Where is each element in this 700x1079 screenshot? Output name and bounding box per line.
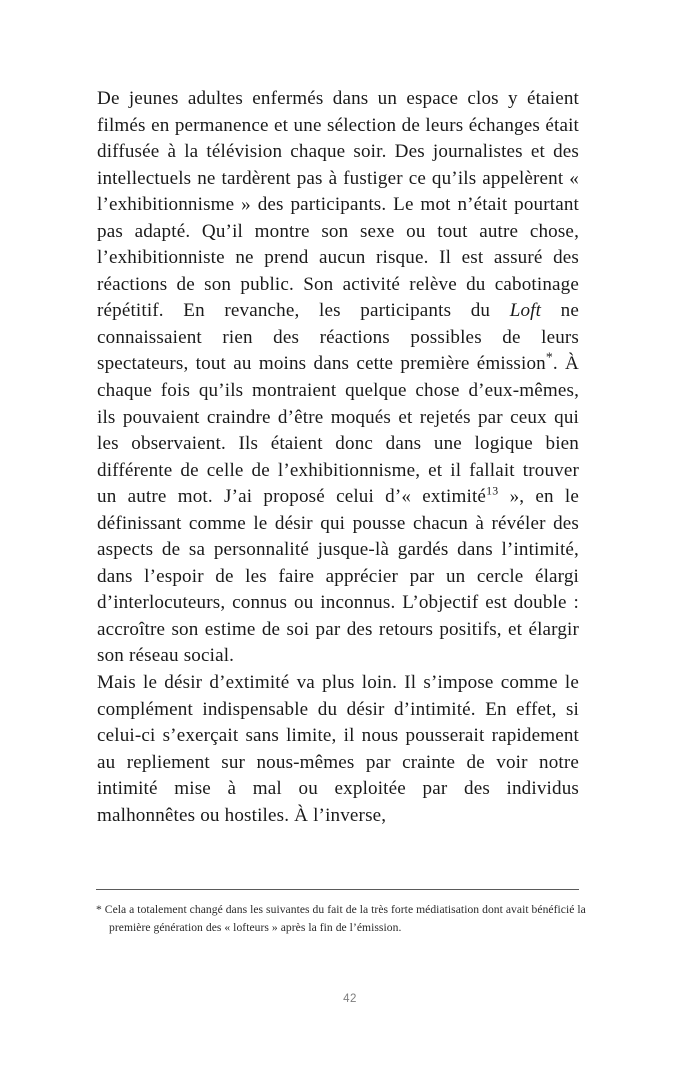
footnote-marker: *: [96, 903, 102, 916]
paragraph-segment-d: », en le définissant comme le désir qui pousse chacun à révéler des aspects de sa personnalité jusque-là gardés dans l’intimité, dans l’espoir de les faire apprécier par un cercle élargi d’interlocuteurs, connus ou inconnus. L’objectif est double : accroître son estime de soi par des retours positifs, et élargir son réseau social.: [97, 486, 579, 667]
paragraph-segment-a: De jeunes adultes enfermés dans un espace clos y étaient filmés en permanence et une sélection de leurs échanges était diffusée à la télévision chaque soir. Des journalistes et des intellectuels ne tardèrent pas à fustiger ce qu’ils appelèrent « l’exhibitionnisme » des participants. Le mot n’était pourtant pas adapté. Qu’il montre son sexe ou tout autre chose, l’exhibitionniste ne prend aucun risque. Il est assuré des réactions de son public. Son activité relève du cabotinage répétitif. En revanche, les participants du: [97, 88, 579, 322]
paragraph-segment-c: . À chaque fois qu’ils montraient quelque chose d’eux-mêmes, ils pouvaient craindre d’être moqués et rejetés par ceux qui les observaient. Ils étaient donc dans une logique bien différente de celle de l’exhibitionnisme, et il fallait trouver un autre mot. J’ai proposé celui d’« extimité: [97, 353, 579, 508]
body-text-block: [97, 86, 579, 829]
paragraph-primary: [97, 86, 579, 670]
paragraph-segment-b: ne connaissaient rien des réactions possibles de leurs spectateurs, tout au moins dans cette première émission: [97, 300, 579, 375]
paragraph-secondary: Mais le désir d’extimité va plus loin. Il s’impose comme le complément indispensable du désir d’intimité. En effet, si celui-ci s’exerçait sans limite, il nous pousserait rapidement au repliement sur nous-mêmes par crainte de voir notre intimité mise à mal ou exploitée par des individus malhonnêtes ou hostiles. À l’inverse,: [97, 672, 579, 826]
footnote-block: [96, 901, 595, 938]
footnote-reference-13[interactable]: 13: [486, 483, 499, 498]
footnote-separator-rule: [96, 889, 579, 890]
footnote-reference-asterisk[interactable]: *: [545, 350, 553, 366]
italic-title-loft: Loft: [509, 300, 542, 322]
footnote-text: Cela a totalement changé dans les suivantes du fait de la très forte médiatisation dont avait bénéficié la première génération des « lofteurs » après la fin de l’émission.: [104, 903, 586, 935]
page-number: 42: [343, 993, 357, 1005]
